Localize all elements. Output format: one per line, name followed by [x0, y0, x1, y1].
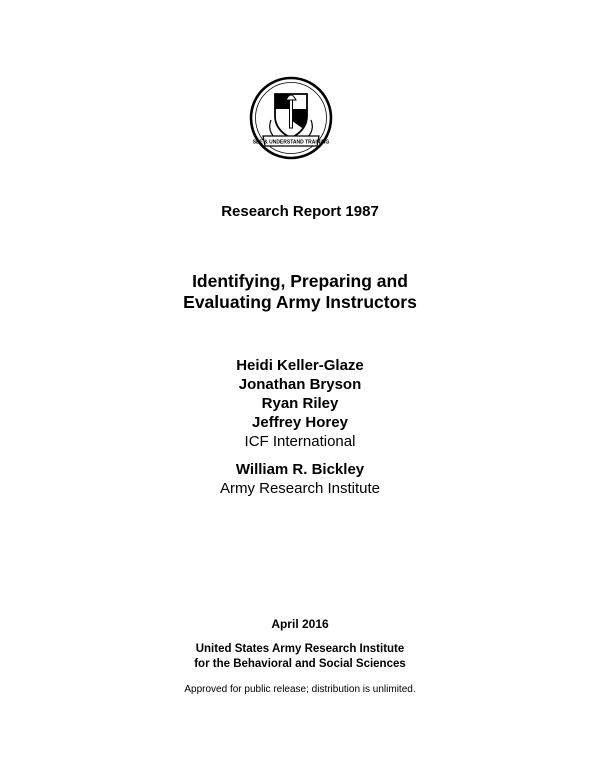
author-block-ari — [0, 460, 600, 498]
author-block-icf — [0, 356, 600, 451]
author-name: Jonathan Bryson — [238, 376, 362, 393]
report-number: Research Report 1987 — [221, 203, 379, 220]
author-name: Jeffrey Horey — [252, 414, 348, 431]
title-line: Evaluating Army Instructors — [183, 292, 417, 312]
title-line: Identifying, Preparing and — [192, 271, 408, 291]
distribution-statement: Approved for public release; distribution is unlimited. — [184, 684, 416, 695]
publication-date: April 2016 — [271, 617, 329, 631]
author-organization: ICF International — [244, 433, 356, 450]
seal-ribbon-text: SEE & UNDERSTAND TRAINING — [252, 139, 330, 146]
institution-line: United States Army Research Institute — [195, 643, 405, 655]
institution-line: for the Behavioral and Social Sciences — [194, 658, 406, 670]
ari-seal-logo — [249, 76, 333, 160]
document-title — [0, 271, 600, 313]
author-name: William R. Bickley — [235, 461, 365, 478]
author-organization: Army Research Institute — [219, 480, 381, 497]
seal-emblem-icon — [249, 76, 333, 160]
author-name: Heidi Keller-Glaze — [236, 357, 364, 374]
author-name: Ryan Riley — [261, 395, 339, 412]
institution-name — [0, 642, 600, 672]
